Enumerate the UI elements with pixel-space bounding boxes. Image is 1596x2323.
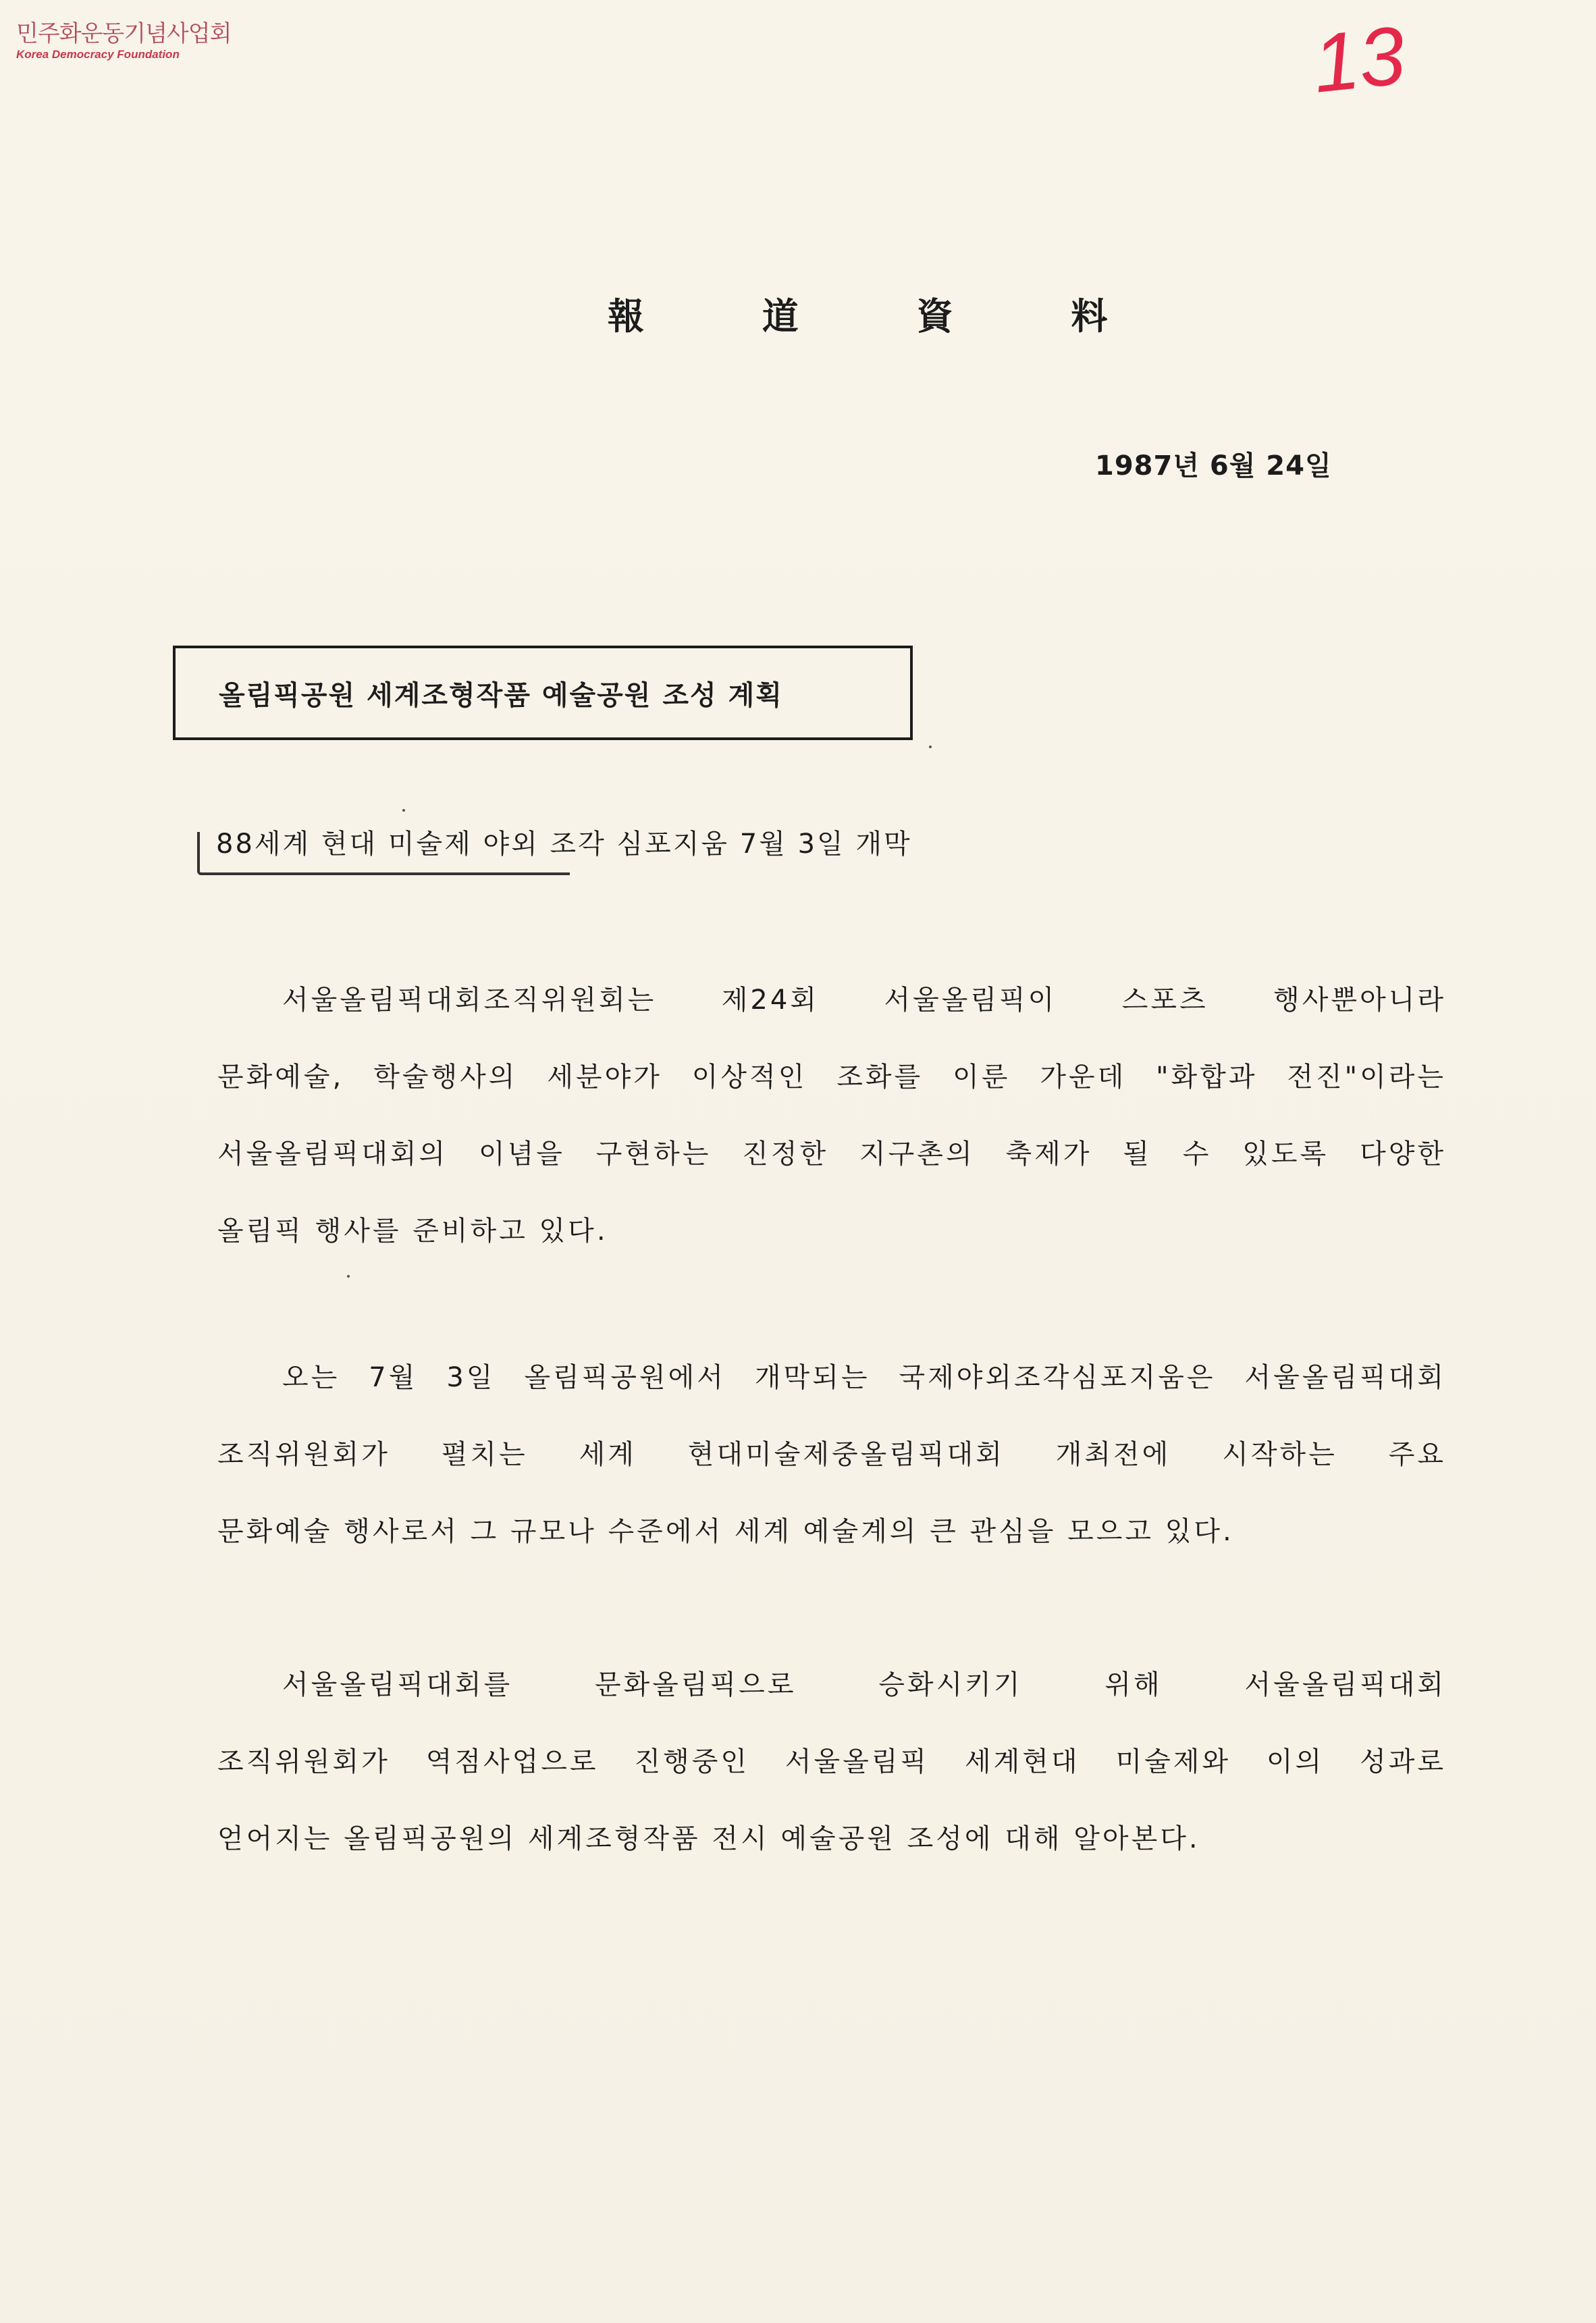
watermark-korean: 민주화운동기념사업회 (16, 20, 232, 47)
paragraph-2 (217, 1339, 1446, 1570)
paragraph-line: 문화예술 행사로서 그 규모나 수준에서 세계 예술계의 큰 관심을 모으고 있다. (217, 1516, 1234, 1547)
boxed-heading (173, 646, 913, 740)
paper-speck (347, 1275, 350, 1278)
paragraph-line: 서울올림픽대회조직위원회는 제24회 서울올림픽이 스포츠 행사뿐아니라 (282, 985, 1446, 1016)
document-title: 報 道 資 料 (608, 294, 1161, 338)
handwritten-page-number: 13 (1308, 9, 1410, 110)
boxed-heading-text: 올림픽공원 세계조형작품 예술공원 조성 계획 (219, 679, 783, 711)
paragraph-line: 문화예술, 학술행사의 세분야가 이상적인 조화를 이룬 가운데 "화합과 전진"이라는 (217, 1062, 1446, 1093)
paragraph-line: 조직위원회가 펼치는 세계 현대미술제중올림픽대회 개최전에 시작하는 주요 (217, 1439, 1446, 1470)
paragraph-line: 오는 7월 3일 올림픽공원에서 개막되는 국제야외조각심포지움은 서울올림픽대회 (282, 1362, 1446, 1393)
paragraph-line: 조직위원회가 역점사업으로 진행중인 서울올림픽 세계현대 미술제와 이의 성과로 (217, 1746, 1446, 1777)
paragraph-line: 서울올림픽대회를 문화올림픽으로 승화시키기 위해 서울올림픽대회 (282, 1669, 1446, 1700)
paper-speck (929, 746, 932, 748)
paragraph-3 (217, 1646, 1446, 1877)
subheading: 88세계 현대 미술제 야외 조각 심포지움 7월 3일 개막 (216, 829, 912, 860)
foundation-watermark (16, 20, 232, 62)
watermark-english: Korea Democracy Foundation (16, 48, 180, 61)
paragraph-line: 올림픽 행사를 준비하고 있다. (217, 1216, 608, 1247)
paragraph-line: 서울올림픽대회의 이념을 구현하는 진정한 지구촌의 축제가 될 수 있도록 다양한 (217, 1139, 1446, 1170)
paragraph-1 (217, 962, 1446, 1270)
paragraph-line: 얻어지는 올림픽공원의 세계조형작품 전시 예술공원 조성에 대해 알아본다. (217, 1823, 1200, 1854)
document-date: 1987년 6월 24일 (1095, 450, 1332, 481)
paper-speck (402, 809, 405, 812)
